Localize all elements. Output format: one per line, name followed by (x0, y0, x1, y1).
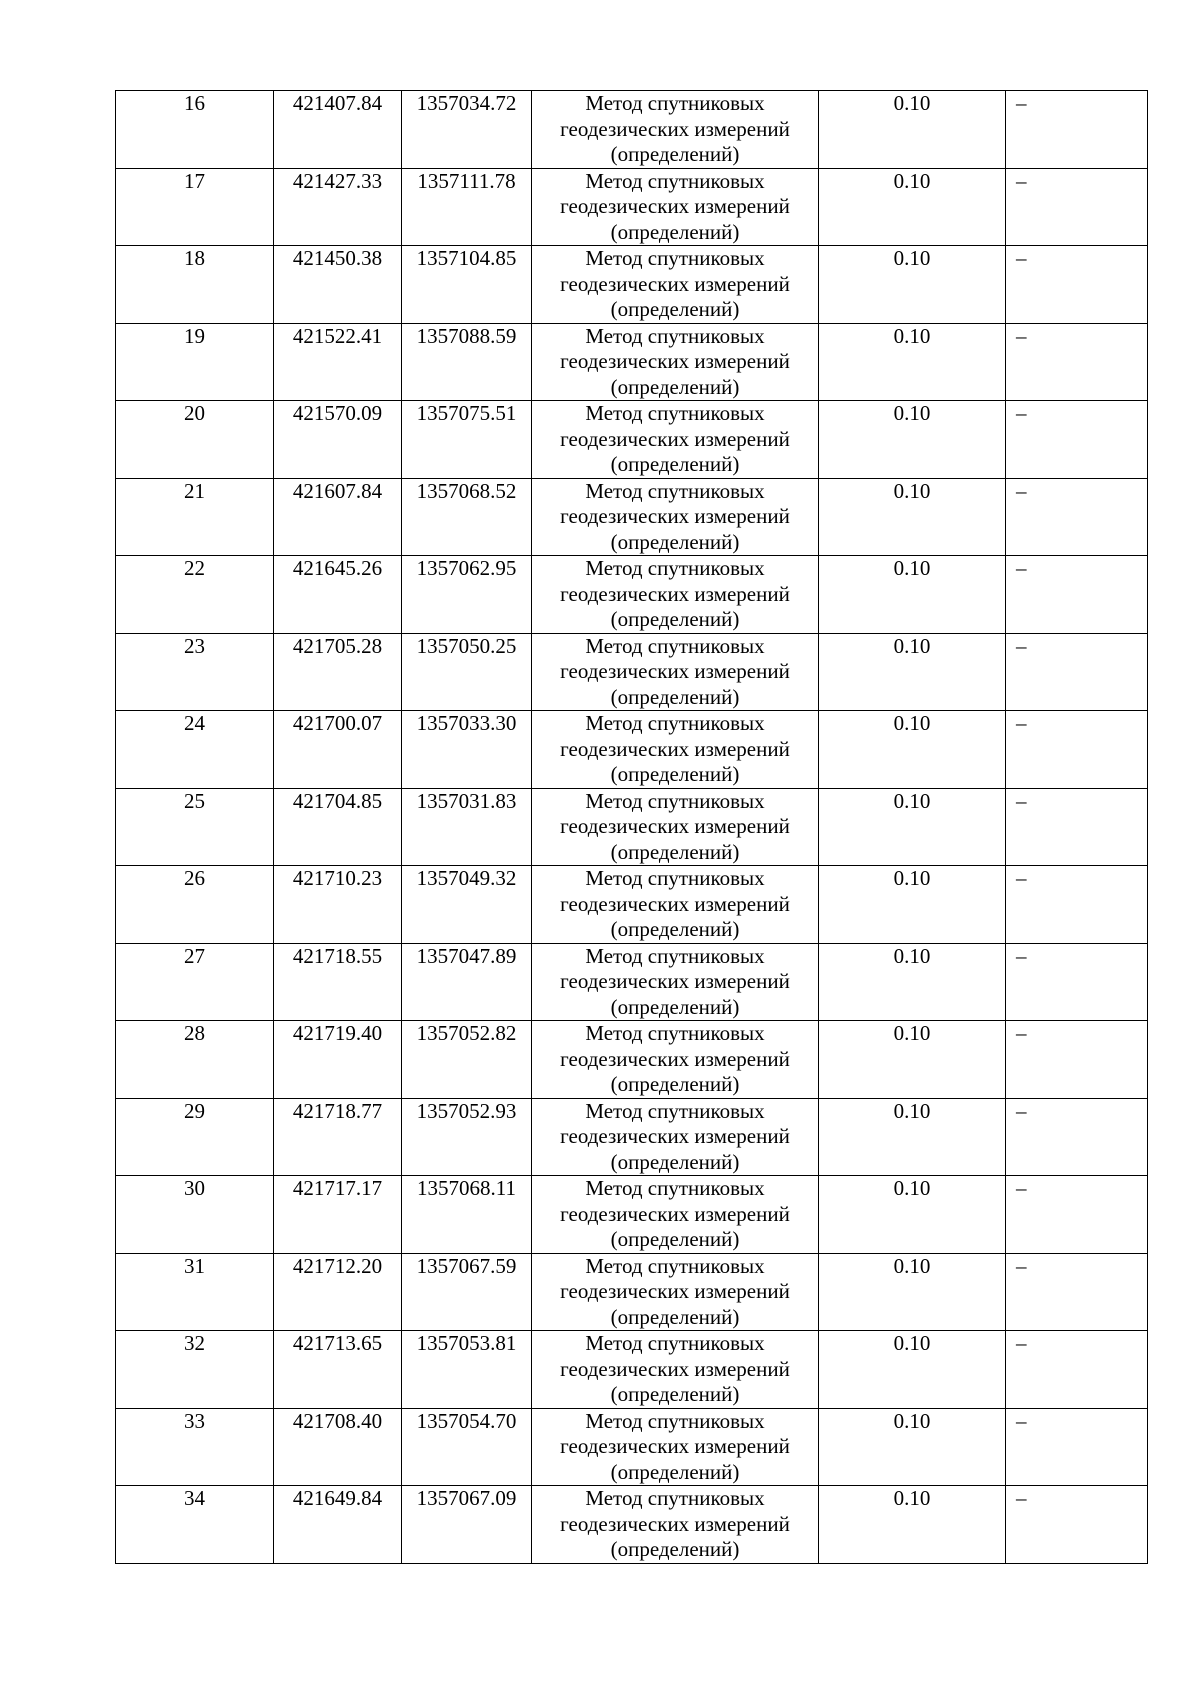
y-coordinate-cell: 1357088.59 (402, 323, 532, 401)
coordinates-table (115, 90, 1148, 1564)
accuracy-cell: 0.10 (819, 323, 1006, 401)
accuracy-cell: 0.10 (819, 246, 1006, 324)
point-number-cell: 31 (116, 1253, 274, 1331)
x-coordinate-cell: 421570.09 (274, 401, 402, 479)
x-coordinate-cell: 421704.85 (274, 788, 402, 866)
x-coordinate-cell: 421718.55 (274, 943, 402, 1021)
point-number-cell: 30 (116, 1176, 274, 1254)
x-coordinate-cell: 421407.84 (274, 91, 402, 169)
y-coordinate-cell: 1357034.72 (402, 91, 532, 169)
table-row (116, 1021, 1148, 1099)
point-number-cell: 22 (116, 556, 274, 634)
coordinates-table-body (116, 91, 1148, 1564)
y-coordinate-cell: 1357075.51 (402, 401, 532, 479)
note-cell: – (1006, 401, 1148, 479)
point-number-cell: 21 (116, 478, 274, 556)
x-coordinate-cell: 421718.77 (274, 1098, 402, 1176)
note-cell: – (1006, 91, 1148, 169)
method-cell: Метод спутниковых геодезических измерений (определений) (532, 1098, 819, 1176)
table-row (116, 1176, 1148, 1254)
method-cell: Метод спутниковых геодезических измерений (определений) (532, 323, 819, 401)
accuracy-cell: 0.10 (819, 633, 1006, 711)
note-cell: – (1006, 1176, 1148, 1254)
method-cell: Метод спутниковых геодезических измерений (определений) (532, 478, 819, 556)
method-cell: Метод спутниковых геодезических измерений (определений) (532, 788, 819, 866)
x-coordinate-cell: 421705.28 (274, 633, 402, 711)
accuracy-cell: 0.10 (819, 401, 1006, 479)
table-row (116, 1253, 1148, 1331)
table-row (116, 866, 1148, 944)
x-coordinate-cell: 421717.17 (274, 1176, 402, 1254)
x-coordinate-cell: 421450.38 (274, 246, 402, 324)
note-cell: – (1006, 1331, 1148, 1409)
x-coordinate-cell: 421710.23 (274, 866, 402, 944)
note-cell: – (1006, 1098, 1148, 1176)
table-row (116, 943, 1148, 1021)
note-cell: – (1006, 633, 1148, 711)
accuracy-cell: 0.10 (819, 1331, 1006, 1409)
method-cell: Метод спутниковых геодезических измерений (определений) (532, 556, 819, 634)
method-cell: Метод спутниковых геодезических измерений (определений) (532, 168, 819, 246)
method-cell: Метод спутниковых геодезических измерений (определений) (532, 866, 819, 944)
y-coordinate-cell: 1357052.93 (402, 1098, 532, 1176)
point-number-cell: 17 (116, 168, 274, 246)
accuracy-cell: 0.10 (819, 168, 1006, 246)
point-number-cell: 28 (116, 1021, 274, 1099)
y-coordinate-cell: 1357111.78 (402, 168, 532, 246)
y-coordinate-cell: 1357053.81 (402, 1331, 532, 1409)
x-coordinate-cell: 421712.20 (274, 1253, 402, 1331)
method-cell: Метод спутниковых геодезических измерений (определений) (532, 401, 819, 479)
accuracy-cell: 0.10 (819, 943, 1006, 1021)
accuracy-cell: 0.10 (819, 91, 1006, 169)
note-cell: – (1006, 556, 1148, 634)
note-cell: – (1006, 1253, 1148, 1331)
table-row (116, 1098, 1148, 1176)
accuracy-cell: 0.10 (819, 1486, 1006, 1564)
point-number-cell: 32 (116, 1331, 274, 1409)
point-number-cell: 19 (116, 323, 274, 401)
y-coordinate-cell: 1357052.82 (402, 1021, 532, 1099)
x-coordinate-cell: 421713.65 (274, 1331, 402, 1409)
note-cell: – (1006, 323, 1148, 401)
x-coordinate-cell: 421645.26 (274, 556, 402, 634)
y-coordinate-cell: 1357067.09 (402, 1486, 532, 1564)
note-cell: – (1006, 246, 1148, 324)
table-row (116, 246, 1148, 324)
accuracy-cell: 0.10 (819, 1021, 1006, 1099)
y-coordinate-cell: 1357047.89 (402, 943, 532, 1021)
y-coordinate-cell: 1357049.32 (402, 866, 532, 944)
note-cell: – (1006, 478, 1148, 556)
method-cell: Метод спутниковых геодезических измерений (определений) (532, 1253, 819, 1331)
y-coordinate-cell: 1357031.83 (402, 788, 532, 866)
point-number-cell: 26 (116, 866, 274, 944)
note-cell: – (1006, 168, 1148, 246)
table-row (116, 401, 1148, 479)
accuracy-cell: 0.10 (819, 478, 1006, 556)
accuracy-cell: 0.10 (819, 1176, 1006, 1254)
x-coordinate-cell: 421719.40 (274, 1021, 402, 1099)
y-coordinate-cell: 1357068.11 (402, 1176, 532, 1254)
table-row (116, 1486, 1148, 1564)
y-coordinate-cell: 1357067.59 (402, 1253, 532, 1331)
accuracy-cell: 0.10 (819, 788, 1006, 866)
accuracy-cell: 0.10 (819, 711, 1006, 789)
note-cell: – (1006, 711, 1148, 789)
point-number-cell: 20 (116, 401, 274, 479)
note-cell: – (1006, 1486, 1148, 1564)
table-row (116, 633, 1148, 711)
accuracy-cell: 0.10 (819, 1253, 1006, 1331)
note-cell: – (1006, 1021, 1148, 1099)
table-row (116, 556, 1148, 634)
method-cell: Метод спутниковых геодезических измерений (определений) (532, 633, 819, 711)
note-cell: – (1006, 866, 1148, 944)
method-cell: Метод спутниковых геодезических измерений (определений) (532, 1408, 819, 1486)
point-number-cell: 34 (116, 1486, 274, 1564)
accuracy-cell: 0.10 (819, 866, 1006, 944)
table-row (116, 323, 1148, 401)
x-coordinate-cell: 421522.41 (274, 323, 402, 401)
table-row (116, 168, 1148, 246)
y-coordinate-cell: 1357068.52 (402, 478, 532, 556)
x-coordinate-cell: 421700.07 (274, 711, 402, 789)
y-coordinate-cell: 1357104.85 (402, 246, 532, 324)
point-number-cell: 23 (116, 633, 274, 711)
note-cell: – (1006, 1408, 1148, 1486)
accuracy-cell: 0.10 (819, 556, 1006, 634)
table-row (116, 788, 1148, 866)
point-number-cell: 33 (116, 1408, 274, 1486)
point-number-cell: 18 (116, 246, 274, 324)
x-coordinate-cell: 421427.33 (274, 168, 402, 246)
table-row (116, 711, 1148, 789)
table-row (116, 1408, 1148, 1486)
method-cell: Метод спутниковых геодезических измерений (определений) (532, 1021, 819, 1099)
method-cell: Метод спутниковых геодезических измерений (определений) (532, 711, 819, 789)
point-number-cell: 29 (116, 1098, 274, 1176)
method-cell: Метод спутниковых геодезических измерений (определений) (532, 91, 819, 169)
point-number-cell: 24 (116, 711, 274, 789)
note-cell: – (1006, 943, 1148, 1021)
method-cell: Метод спутниковых геодезических измерений (определений) (532, 943, 819, 1021)
y-coordinate-cell: 1357062.95 (402, 556, 532, 634)
method-cell: Метод спутниковых геодезических измерений (определений) (532, 1486, 819, 1564)
note-cell: – (1006, 788, 1148, 866)
table-row (116, 91, 1148, 169)
accuracy-cell: 0.10 (819, 1098, 1006, 1176)
method-cell: Метод спутниковых геодезических измерений (определений) (532, 246, 819, 324)
x-coordinate-cell: 421649.84 (274, 1486, 402, 1564)
x-coordinate-cell: 421607.84 (274, 478, 402, 556)
table-row (116, 478, 1148, 556)
y-coordinate-cell: 1357033.30 (402, 711, 532, 789)
y-coordinate-cell: 1357050.25 (402, 633, 532, 711)
x-coordinate-cell: 421708.40 (274, 1408, 402, 1486)
table-row (116, 1331, 1148, 1409)
accuracy-cell: 0.10 (819, 1408, 1006, 1486)
y-coordinate-cell: 1357054.70 (402, 1408, 532, 1486)
method-cell: Метод спутниковых геодезических измерений (определений) (532, 1176, 819, 1254)
method-cell: Метод спутниковых геодезических измерений (определений) (532, 1331, 819, 1409)
point-number-cell: 27 (116, 943, 274, 1021)
point-number-cell: 16 (116, 91, 274, 169)
point-number-cell: 25 (116, 788, 274, 866)
